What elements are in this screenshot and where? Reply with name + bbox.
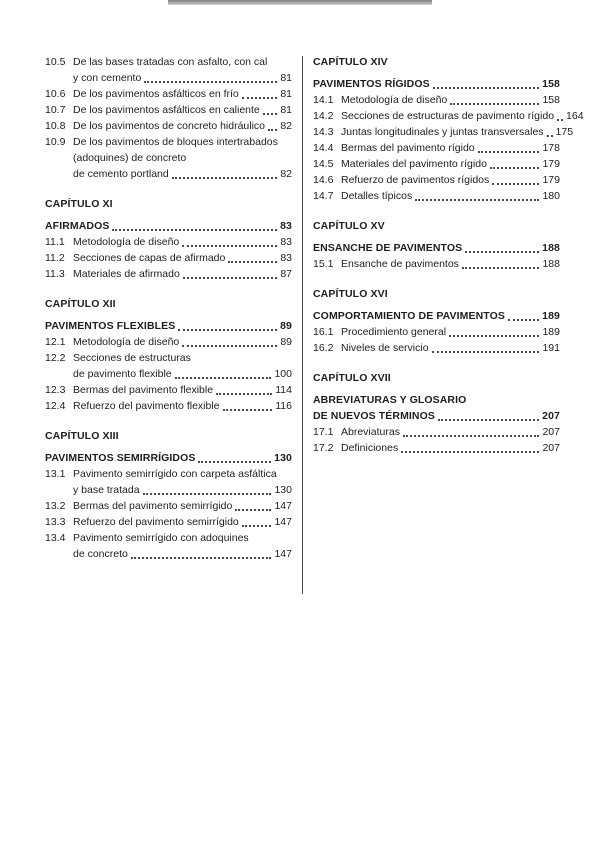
page-number: 82	[280, 120, 292, 132]
entry-number: 17.1	[313, 426, 334, 438]
toc-section	[45, 296, 292, 414]
entry-line-text: Metodología de diseño	[341, 94, 448, 106]
page-number: 179	[542, 158, 560, 170]
page-number: 175	[555, 126, 574, 138]
entry-line	[341, 124, 574, 140]
entry-line-text: Definiciones	[341, 442, 399, 454]
page-number: 81	[280, 88, 292, 100]
dot-leader	[490, 167, 540, 169]
section-title-text: ABREVIATURAS Y GLOSARIO	[313, 394, 467, 406]
entry-text	[73, 530, 292, 562]
section-title-line	[313, 240, 560, 256]
entry-number: 12.2	[45, 352, 66, 364]
toc-entry	[45, 86, 292, 102]
entry-line-text: De los pavimentos de concreto hidráulico	[73, 120, 266, 132]
entry-line	[73, 166, 292, 182]
dot-leader	[131, 557, 272, 559]
dot-leader	[478, 151, 540, 153]
page-number: 188	[542, 258, 560, 270]
section-title-text: PAVIMENTOS SEMIRRÍGIDOS	[45, 452, 196, 464]
dot-leader	[242, 97, 278, 99]
entry-number: 11.3	[45, 268, 65, 280]
chapter-heading: CAPÍTULO XIV	[313, 56, 388, 68]
entry-number: 14.5	[313, 158, 334, 170]
entry-number: 11.2	[45, 252, 65, 264]
page-number: 189	[542, 310, 560, 322]
dot-leader	[557, 119, 563, 121]
toc-entry	[45, 334, 292, 350]
toc-section	[313, 218, 560, 272]
entry-line-text: Bermas del pavimento rígido	[341, 142, 475, 154]
page-number: 147	[274, 500, 292, 512]
entry-text	[73, 86, 292, 102]
entry-text	[73, 54, 292, 86]
entry-number: 14.3	[313, 126, 334, 138]
toc-entry	[313, 124, 574, 140]
toc-entry	[45, 250, 292, 266]
dot-leader	[268, 129, 277, 131]
section-title-line	[45, 218, 292, 234]
dot-leader	[449, 335, 539, 337]
entry-line-text: de cemento portland	[73, 168, 169, 180]
entry-line-text: De los pavimentos de bloques intertrabados	[73, 136, 278, 148]
entry-line-text: Procedimiento general	[341, 326, 447, 338]
entry-text	[341, 140, 560, 156]
dot-leader	[450, 103, 539, 105]
page-number: 116	[275, 400, 292, 412]
entry-line	[341, 324, 560, 340]
page-number: 164	[566, 110, 584, 122]
entry-text	[73, 382, 292, 398]
entry-number: 12.4	[45, 400, 66, 412]
page-number: 191	[542, 342, 560, 354]
entry-number: 14.6	[313, 174, 334, 186]
entry-line	[73, 514, 292, 530]
entry-line-text: Secciones de capas de afirmado	[73, 252, 226, 264]
section-title-line	[313, 392, 560, 408]
entry-line-text: Ensanche de pavimentos	[341, 258, 459, 270]
toc-entry	[45, 54, 292, 86]
entry-line-text: Abreviaturas	[341, 426, 400, 438]
entry-line	[73, 482, 292, 498]
entry-line-text: Bermas del pavimento semirrígido	[73, 500, 233, 512]
dot-leader	[403, 435, 540, 437]
dot-leader	[263, 113, 278, 115]
entry-line-text: Metodología de diseño	[73, 236, 180, 248]
chapter-heading: CAPÍTULO XII	[45, 298, 116, 310]
entry-number: 12.3	[45, 384, 66, 396]
entry-text	[341, 424, 560, 440]
entry-line	[73, 70, 292, 86]
entry-number: 16.1	[313, 326, 334, 338]
toc-entry	[313, 440, 560, 456]
entry-line	[73, 398, 292, 414]
page-number: 83	[280, 236, 292, 248]
entry-text	[341, 188, 560, 204]
page-number: 89	[280, 336, 292, 348]
page-number: 82	[280, 168, 292, 180]
dot-leader	[175, 377, 272, 379]
chapter-heading: CAPÍTULO XV	[313, 220, 385, 232]
entry-line-text: Secciones de estructuras	[73, 352, 191, 364]
entry-line-text: Detalles típicos	[341, 190, 413, 202]
entry-text	[73, 498, 292, 514]
page-number: 83	[280, 220, 292, 232]
toc-entry	[313, 172, 560, 188]
toc-entry	[313, 156, 560, 172]
section-title-line	[313, 76, 560, 92]
dot-leader	[415, 199, 539, 201]
toc-entry	[45, 118, 292, 134]
entry-text	[341, 324, 560, 340]
toc-section	[313, 54, 584, 204]
entry-number: 14.7	[313, 190, 334, 202]
entry-number: 10.5	[45, 56, 66, 68]
page-number: 130	[274, 452, 292, 464]
entry-number: 14.1	[313, 94, 334, 106]
chapter-heading: CAPÍTULO XVI	[313, 288, 388, 300]
entry-text	[341, 256, 560, 272]
entry-number: 13.3	[45, 516, 66, 528]
toc-entry	[313, 424, 560, 440]
entry-line-text: Pavimento semirrígido con carpeta asfáltica	[73, 468, 277, 480]
toc-section	[45, 54, 292, 182]
dot-leader	[432, 351, 540, 353]
entry-number: 17.2	[313, 442, 334, 454]
toc-section	[45, 196, 292, 282]
entry-text	[73, 350, 292, 382]
entry-line	[73, 150, 292, 166]
entry-line-text: Juntas longitudinales y juntas transversales	[341, 126, 544, 138]
chapter-heading: CAPÍTULO XI	[45, 198, 113, 210]
dot-leader	[401, 451, 539, 453]
entry-number: 10.9	[45, 136, 66, 148]
dot-leader	[465, 251, 539, 253]
chapter-heading: CAPÍTULO XIII	[45, 430, 119, 442]
entry-line	[73, 382, 292, 398]
page-number: 130	[274, 484, 292, 496]
dot-leader	[216, 393, 272, 395]
entry-line-text: Metodología de diseño	[73, 336, 180, 348]
entry-line	[341, 188, 560, 204]
section-title-text: DE NUEVOS TÉRMINOS	[313, 410, 435, 422]
entry-text	[341, 124, 574, 140]
entry-line	[73, 266, 292, 282]
entry-text	[73, 466, 292, 498]
section-title-text: PAVIMENTOS RÍGIDOS	[313, 78, 430, 90]
entry-line	[341, 256, 560, 272]
section-title-line	[313, 308, 560, 324]
toc-entry	[45, 102, 292, 118]
entry-text	[341, 340, 560, 356]
dot-leader	[433, 87, 539, 89]
entry-number: 11.1	[45, 236, 65, 248]
entry-line-text: De las bases tratadas con asfalto, con cal	[73, 56, 268, 68]
entry-line	[341, 108, 584, 124]
entry-line-text: Secciones de estructuras de pavimento rígido	[341, 110, 555, 122]
entry-line-text: Bermas del pavimento flexible	[73, 384, 214, 396]
entry-text	[73, 118, 292, 134]
scan-shadow-artifact	[168, 0, 432, 5]
entry-text	[341, 440, 560, 456]
entry-line-text: De los pavimentos asfálticos en frío	[73, 88, 239, 100]
page-number: 83	[280, 252, 292, 264]
dot-leader	[235, 509, 271, 511]
page-number: 180	[542, 190, 560, 202]
dot-leader	[182, 245, 277, 247]
section-title-text: AFIRMADOS	[45, 220, 110, 232]
page-number: 207	[542, 442, 560, 454]
entry-number: 16.2	[313, 342, 334, 354]
entry-line	[73, 546, 292, 562]
entry-line-text: y con cemento	[73, 72, 142, 84]
dot-leader	[144, 81, 277, 83]
entry-number: 10.8	[45, 120, 66, 132]
entry-line-text: Refuerzo del pavimento semirrígido	[73, 516, 239, 528]
toc-column-right	[313, 54, 584, 456]
section-title-text: COMPORTAMIENTO DE PAVIMENTOS	[313, 310, 506, 322]
page-number: 100	[274, 368, 292, 380]
entry-line	[73, 366, 292, 382]
entry-line	[341, 340, 560, 356]
toc-entry	[45, 234, 292, 250]
toc-entry	[313, 140, 560, 156]
entry-number: 15.1	[313, 258, 334, 270]
section-title-line	[45, 318, 292, 334]
dot-leader	[508, 319, 539, 321]
toc-entry	[313, 108, 584, 124]
page-number: 158	[542, 94, 560, 106]
entry-number: 13.1	[45, 468, 66, 480]
dot-leader	[112, 229, 277, 231]
entry-line-text: De los pavimentos asfálticos en caliente	[73, 104, 260, 116]
page-number: 188	[542, 242, 560, 254]
entry-text	[73, 398, 292, 414]
entry-line	[73, 234, 292, 250]
chapter-heading: CAPÍTULO XVII	[313, 372, 391, 384]
page-number: 207	[542, 410, 560, 422]
entry-text	[341, 156, 560, 172]
entry-line-text: Refuerzo del pavimento flexible	[73, 400, 220, 412]
entry-line	[73, 86, 292, 102]
entry-line-text: Refuerzo de pavimentos rígidos	[341, 174, 490, 186]
entry-line-text: y base tratada	[73, 484, 140, 496]
entry-text	[73, 334, 292, 350]
toc-section	[313, 286, 560, 356]
entry-text	[73, 102, 292, 118]
entry-line	[73, 466, 292, 482]
toc-entry	[45, 398, 292, 414]
section-title-text: PAVIMENTOS FLEXIBLES	[45, 320, 176, 332]
dot-leader	[198, 461, 271, 463]
entry-text	[73, 134, 292, 182]
dot-leader	[242, 525, 272, 527]
entry-line	[341, 440, 560, 456]
page-number: 89	[280, 320, 292, 332]
entry-text	[73, 514, 292, 530]
page-number: 87	[280, 268, 292, 280]
entry-text	[341, 172, 560, 188]
toc-entry	[313, 256, 560, 272]
toc-entry	[45, 530, 292, 562]
page-number: 81	[280, 72, 292, 84]
toc-entry	[45, 466, 292, 498]
entry-number: 13.4	[45, 532, 66, 544]
dot-leader	[462, 267, 540, 269]
entry-line	[73, 498, 292, 514]
toc-entry	[45, 514, 292, 530]
toc-entry	[313, 324, 560, 340]
dot-leader	[228, 261, 277, 263]
dot-leader	[143, 493, 272, 495]
dot-leader	[223, 409, 273, 411]
entry-line-text: Niveles de servicio	[341, 342, 429, 354]
entry-line	[73, 54, 292, 70]
page-number: 114	[275, 384, 292, 396]
toc-column-left	[45, 54, 292, 562]
toc-section	[313, 370, 560, 456]
page-number: 147	[274, 516, 292, 528]
toc-entry	[313, 340, 560, 356]
page-number: 158	[542, 78, 560, 90]
entry-line	[341, 424, 560, 440]
dot-leader	[547, 135, 553, 137]
entry-text	[73, 250, 292, 266]
toc-entry	[45, 382, 292, 398]
entry-line	[73, 350, 292, 366]
page-number: 147	[274, 548, 292, 560]
toc-entry	[313, 92, 560, 108]
entry-line	[73, 102, 292, 118]
entry-text	[341, 108, 584, 124]
entry-line	[73, 134, 292, 150]
dot-leader	[492, 183, 539, 185]
entry-line	[73, 530, 292, 546]
entry-line-text: de concreto	[73, 548, 128, 560]
toc-entry	[313, 188, 560, 204]
page-number: 189	[542, 326, 560, 338]
entry-text	[73, 266, 292, 282]
dot-leader	[178, 329, 277, 331]
section-title-line	[45, 450, 292, 466]
entry-line	[341, 172, 560, 188]
entry-number: 13.2	[45, 500, 66, 512]
entry-line-text: Pavimento semirrígido con adoquines	[73, 532, 249, 544]
entry-line	[73, 250, 292, 266]
entry-line	[341, 92, 560, 108]
toc-entry	[45, 498, 292, 514]
entry-line-text: de pavimento flexible	[73, 368, 172, 380]
section-title-text: ENSANCHE DE PAVIMENTOS	[313, 242, 463, 254]
section-title-line	[313, 408, 560, 424]
page-number: 207	[542, 426, 560, 438]
page-number: 178	[542, 142, 560, 154]
toc-entry	[45, 266, 292, 282]
entry-number: 14.4	[313, 142, 334, 154]
entry-line	[341, 156, 560, 172]
entry-line-text: (adoquines) de concreto	[73, 152, 187, 164]
entry-line	[73, 118, 292, 134]
page-number: 179	[542, 174, 560, 186]
entry-text	[341, 92, 560, 108]
dot-leader	[172, 177, 278, 179]
toc-entry	[45, 134, 292, 182]
toc-section	[45, 428, 292, 562]
entry-number: 10.6	[45, 88, 66, 100]
dot-leader	[183, 277, 278, 279]
entry-number: 14.2	[313, 110, 334, 122]
dot-leader	[438, 419, 539, 421]
entry-number: 12.1	[45, 336, 66, 348]
entry-line	[341, 140, 560, 156]
column-divider-rule	[302, 56, 303, 594]
entry-line-text: Materiales de afirmado	[73, 268, 180, 280]
page-number: 81	[280, 104, 292, 116]
dot-leader	[182, 345, 277, 347]
toc-entry	[45, 350, 292, 382]
entry-line-text: Materiales del pavimento rígido	[341, 158, 487, 170]
entry-number: 10.7	[45, 104, 66, 116]
entry-line	[73, 334, 292, 350]
entry-text	[73, 234, 292, 250]
